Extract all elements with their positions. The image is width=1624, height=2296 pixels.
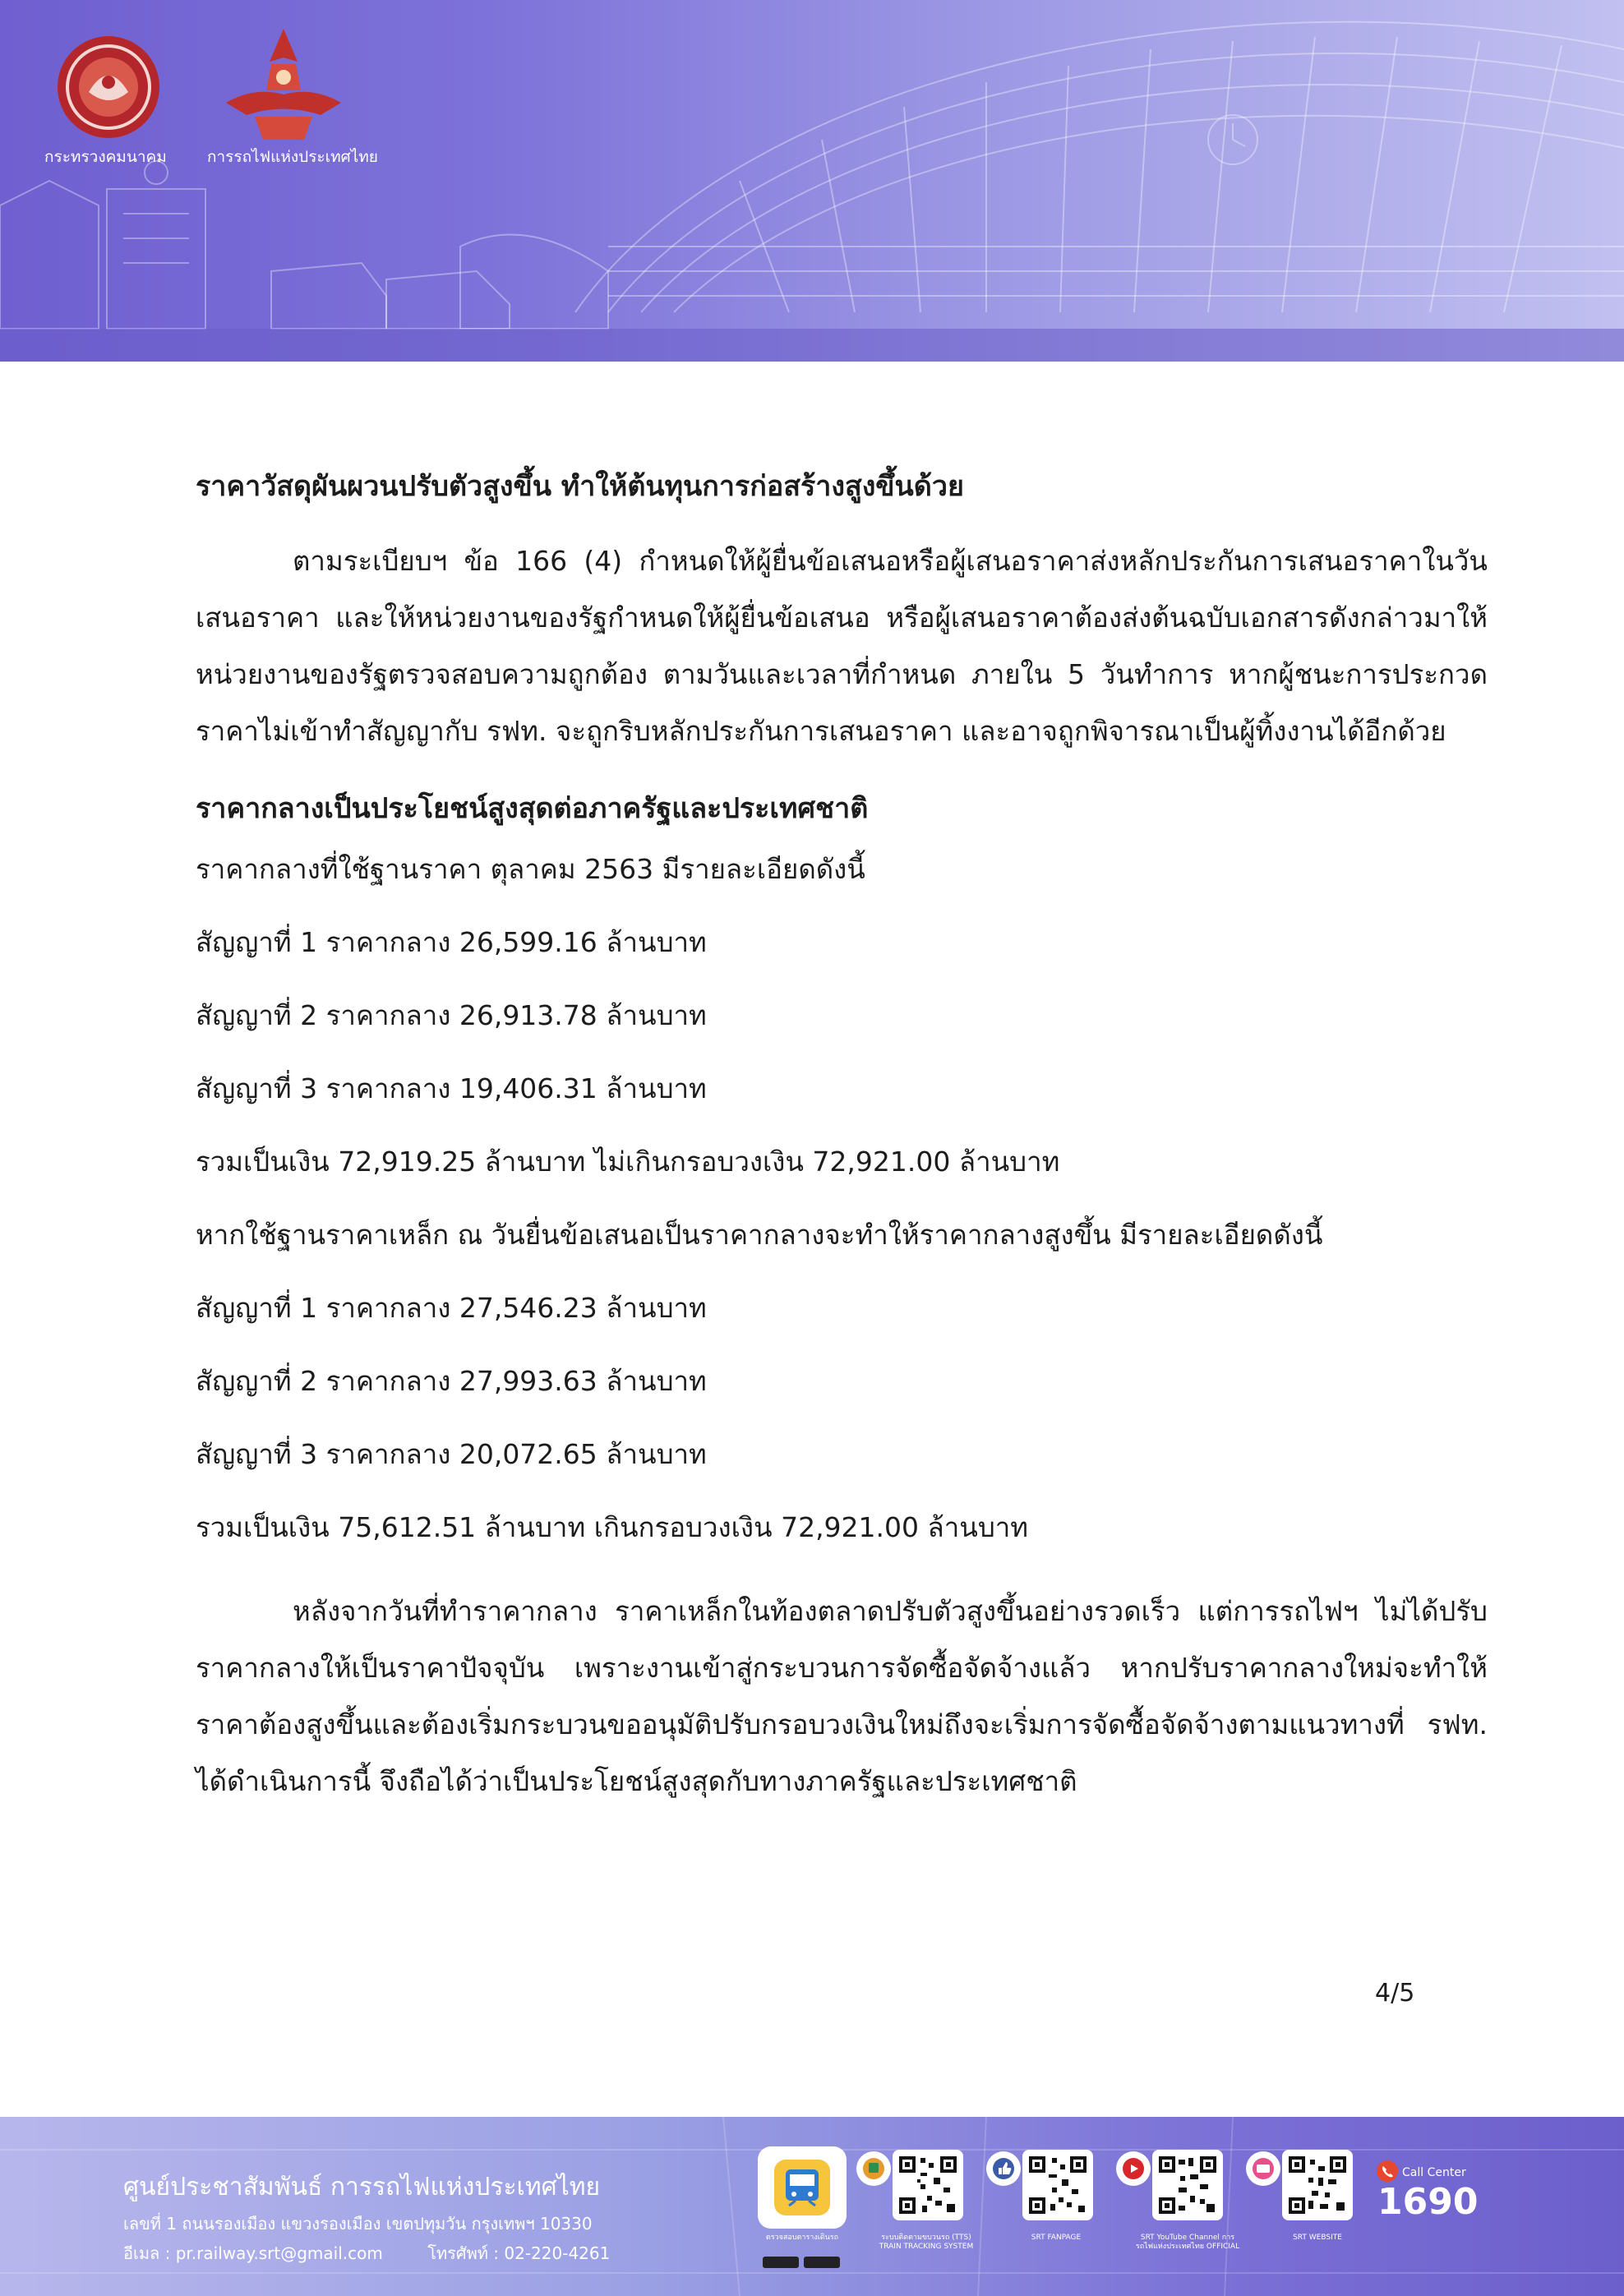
train-icon <box>773 2158 832 2217</box>
website-caption: SRT WEBSITE <box>1293 2234 1342 2242</box>
fanpage-like-icon <box>986 2151 1021 2186</box>
total-oct2563: รวมเป็นเงิน 72,919.25 ล้านบาท ไม่เกินกรอบวงเงิน 72,921.00 ล้านบาท <box>196 1146 1060 1178</box>
call-center-number[interactable]: 1690 <box>1377 2181 1479 2223</box>
footer-email[interactable]: อีเมล : pr.railway.srt@gmail.com <box>123 2243 383 2263</box>
youtube-icon <box>1116 2151 1151 2186</box>
header-banner <box>0 0 1624 362</box>
call-center-icon <box>1376 2160 1399 2183</box>
footer-phone[interactable]: โทรศัพท์ : 02-220-4261 <box>427 2243 611 2263</box>
youtube-caption: SRT YouTube Channel การรถไฟแห่งประเทศไทย OFFICIAL <box>1135 2234 1240 2251</box>
ministry-of-transport-emblem <box>56 35 161 140</box>
ministry-label: กระทรวงคมนาคม <box>44 148 167 166</box>
footer-title: ศูนย์ประชาสัมพันธ์ การรถไฟแห่งประเทศไทย <box>123 2173 601 2201</box>
website-icon <box>1246 2151 1280 2186</box>
footer-contact <box>123 2240 610 2266</box>
median-price-intro: ราคากลางที่ใช้ฐานราคา ตุลาคม 2563 มีรายละเอียดดังนี้ <box>196 853 865 886</box>
app-store-badge[interactable] <box>804 2257 840 2268</box>
qr-code-icon <box>897 2155 958 2215</box>
section-heading-median-price: ราคากลางเป็นประโยชน์สูงสุดต่อภาครัฐและประเทศชาติ <box>196 792 869 826</box>
paragraph-regulation: ตามระเบียบฯ ข้อ 166 (4) กำหนดให้ผู้ยื่นข้อเสนอหรือผู้เสนอราคาส่งหลักประกันการเสนอราคาในวันเสนอราคา และให้หน่วยงานของรัฐกำหนดให้ผู้ยื่นข้อเสนอ หรือผู้เสนอราคาต้องส่งต้นฉบับเอกสารดังกล่าวมาให้หน่วยงานของรัฐตรวจสอบความถูกต้อง ตามวันและเวลาที่กำหนด ภายใน 5 วันทำการ หากผู้ชนะการประกวดราคาไม่เข้าทำสัญญากับ รฟท. จะถูกริบหลักประกันการเสนอราคา และอาจถูกพิจารณาเป็นผู้ทิ้งงานได้อีกด้วย <box>196 545 1488 748</box>
qr-code-icon <box>1287 2155 1348 2215</box>
fanpage-caption: SRT FANPAGE <box>1031 2234 1082 2242</box>
footer-address: เลขที่ 1 ถนนรองเมือง แขวงรองเมือง เขตปทุมวัน กรุงเทพฯ 10330 <box>123 2214 593 2234</box>
qr-code-icon <box>1157 2155 1218 2215</box>
page-number: 4/5 <box>1375 1979 1415 2008</box>
srt-emblem <box>222 25 345 144</box>
contract-2-steel: สัญญาที่ 2 ราคากลาง 27,993.63 ล้านบาท <box>196 1365 707 1398</box>
app-caption: ตรวจสอบตารางเดินรถ <box>765 2234 839 2242</box>
section-heading-materials: ราคาวัสดุผันผวนปรับตัวสูงขึ้น ทำให้ต้นทุนการก่อสร้างสูงขึ้นด้วย <box>196 470 964 503</box>
qr-code-icon <box>1027 2155 1088 2215</box>
contract-3-oct2563: สัญญาที่ 3 ราคากลาง 19,406.31 ล้านบาท <box>196 1072 707 1105</box>
steel-price-intro: หากใช้ฐานราคาเหล็ก ณ วันยื่นข้อเสนอเป็นราคากลางจะทำให้ราคากลางสูงขึ้น มีรายละเอียดดังนี้ <box>196 1219 1323 1252</box>
tts-qr-code[interactable] <box>893 2150 963 2220</box>
fanpage-qr-code[interactable] <box>1022 2150 1093 2220</box>
tts-badge-icon <box>856 2151 891 2186</box>
youtube-qr-code[interactable] <box>1152 2150 1223 2220</box>
contract-3-steel: สัญญาที่ 3 ราคากลาง 20,072.65 ล้านบาท <box>196 1438 707 1471</box>
website-qr-code[interactable] <box>1282 2150 1353 2220</box>
paragraph-conclusion: หลังจากวันที่ทำราคากลาง ราคาเหล็กในท้องตลาดปรับตัวสูงขึ้นอย่างรวดเร็ว แต่การรถไฟฯ ไม่ได้ปรับราคากลางให้เป็นราคาปัจจุบัน เพราะงานเข้าสู่กระบวนการจัดซื้อจัดจ้างแล้ว หากปรับราคากลางใหม่จะทำให้ราคาต้องสูงขึ้นและต้องเริ่มกระบวนขออนุมัติปรับกรอบวงเงินใหม่ถึงจะเริ่มการจัดซื้อจัดจ้างตามแนวทางที่ รฟท. ได้ดำเนินการนี้ จึงถือได้ว่าเป็นประโยชน์สูงสุดกับทางภาครัฐและประเทศชาติ <box>196 1595 1488 1798</box>
contract-1-steel: สัญญาที่ 1 ราคากลาง 27,546.23 ล้านบาท <box>196 1292 707 1325</box>
document-body <box>196 468 1488 1810</box>
total-steel: รวมเป็นเงิน 75,612.51 ล้านบาท เกินกรอบวงเงิน 72,921.00 ล้านบาท <box>196 1511 1029 1544</box>
contract-2-oct2563: สัญญาที่ 2 ราคากลาง 26,913.78 ล้านบาท <box>196 999 707 1032</box>
tts-caption: ระบบติดตามขบวนรถ (TTS) TRAIN TRACKING SYSTEM <box>879 2234 974 2251</box>
call-center-label: Call Center <box>1402 2166 1466 2179</box>
srt-label: การรถไฟแห่งประเทศไทย <box>207 148 378 166</box>
footer-banner <box>0 2117 1624 2296</box>
google-play-badge[interactable] <box>763 2257 799 2268</box>
contract-1-oct2563: สัญญาที่ 1 ราคากลาง 26,599.16 ล้านบาท <box>196 926 707 959</box>
train-app-icon[interactable] <box>758 2146 847 2229</box>
